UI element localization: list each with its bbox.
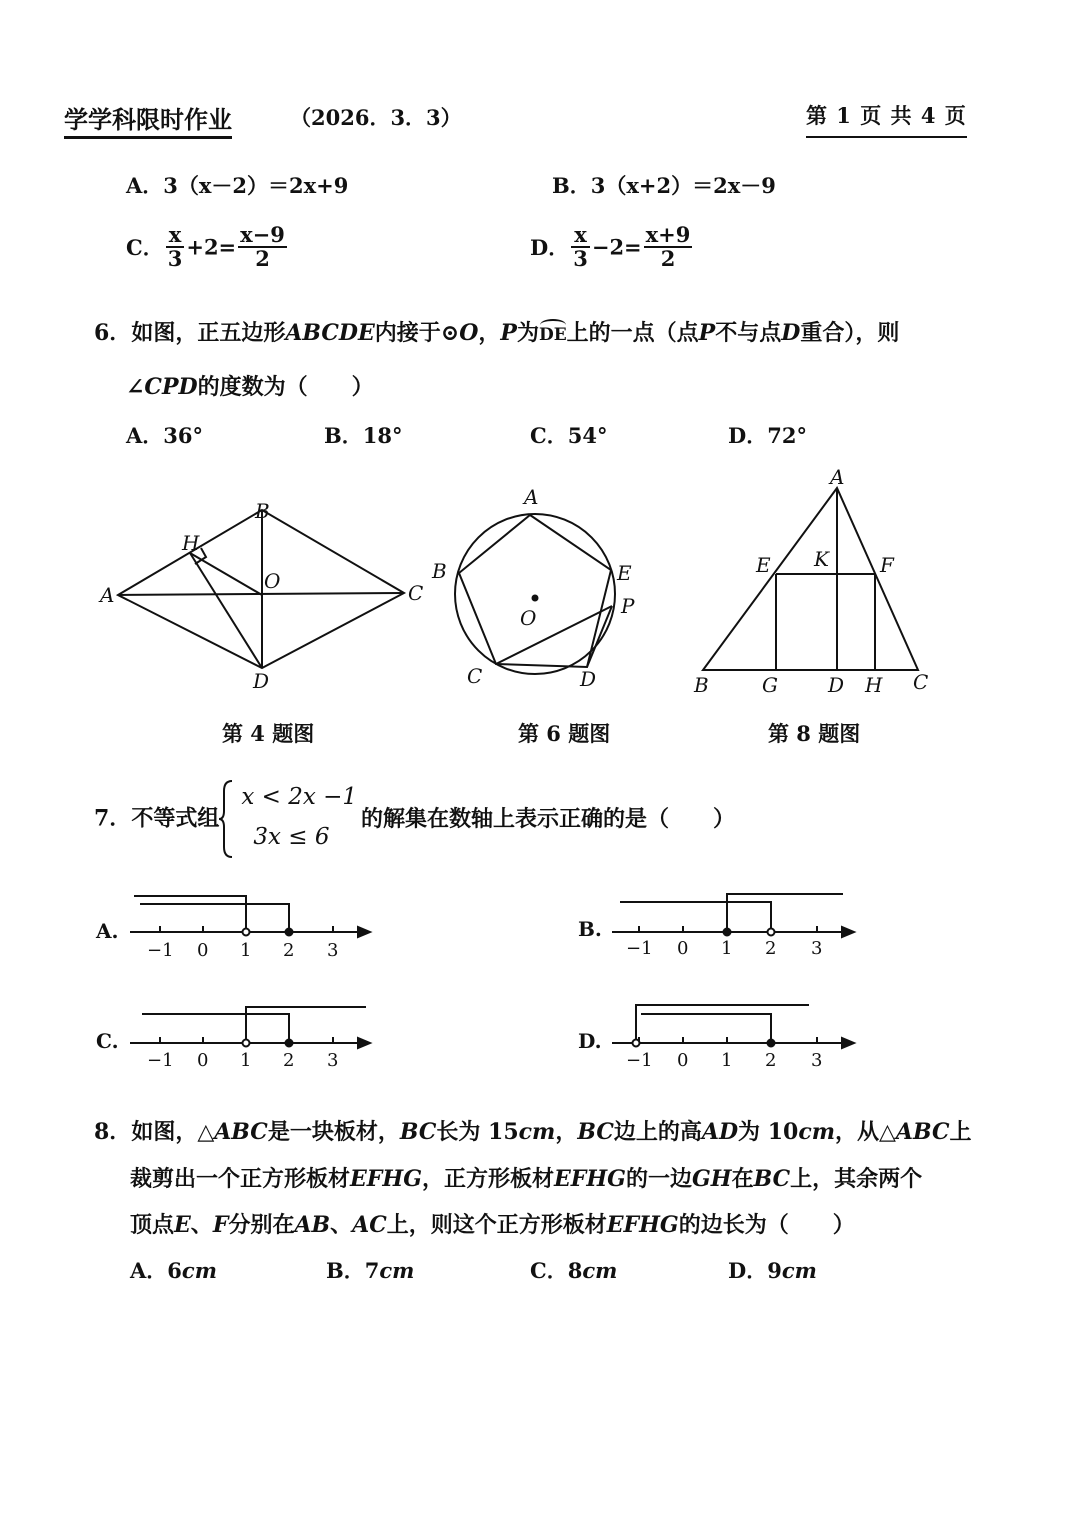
ray-a-2 bbox=[140, 904, 289, 928]
closed-point bbox=[286, 929, 293, 936]
q5-option-b: B．3（x+2）＝2x－9 bbox=[552, 173, 776, 198]
tick-label: 0 bbox=[197, 1050, 209, 1071]
closed-point bbox=[286, 1040, 293, 1047]
fig8-label-a: A bbox=[830, 465, 845, 489]
q6-option-b: B．18° bbox=[324, 423, 403, 448]
open-point bbox=[633, 1040, 640, 1047]
fig4-label-c: C bbox=[408, 581, 424, 605]
ray-b-2 bbox=[727, 894, 843, 928]
header-page-info: 第 1 页 共 4 页 bbox=[806, 100, 967, 138]
ray-c-1 bbox=[142, 1014, 289, 1039]
q6-stem-line2: ∠CPD的度数为（ ） bbox=[126, 374, 374, 400]
tick-label: −1 bbox=[147, 1050, 174, 1071]
open-point bbox=[243, 1040, 250, 1047]
fig6-label-o: O bbox=[520, 606, 537, 630]
tick-label: 0 bbox=[677, 1050, 689, 1071]
q5-option-a: A．3（x－2）＝2x+9 bbox=[126, 173, 349, 198]
fig6-label-a: A bbox=[524, 485, 539, 509]
figures-area bbox=[0, 460, 1080, 710]
fig8-label-b: B bbox=[694, 673, 709, 697]
q7-option-c-label: C. bbox=[96, 1029, 119, 1053]
ray-a-1 bbox=[134, 896, 246, 928]
figure-4-rhombus bbox=[118, 510, 404, 668]
fig8-label-h: H bbox=[865, 673, 883, 697]
q7-option-b-label: B. bbox=[578, 917, 602, 941]
q7-option-a-label: A. bbox=[96, 919, 119, 943]
fig8-label-d: D bbox=[828, 673, 845, 697]
tick-label: −1 bbox=[626, 1050, 653, 1071]
fig6-label-c: C bbox=[467, 664, 483, 688]
fig4-label-a: A bbox=[100, 583, 115, 607]
q5-option-d: D． $\frac{x}{3}$ −2= $\frac{x+9}{2}$ bbox=[530, 222, 691, 272]
ray-d-2 bbox=[641, 1014, 771, 1039]
fig8-label-k: K bbox=[814, 547, 829, 571]
closed-point bbox=[768, 1040, 775, 1047]
fig6-label-b: B bbox=[432, 559, 447, 583]
tick-label: −1 bbox=[626, 938, 653, 959]
number-line-a bbox=[130, 896, 370, 937]
number-line-c bbox=[130, 1007, 370, 1048]
q8-stem-line2: 裁剪出一个正方形板材EFHG，正方形板材EFHG的一边GH在BC上，其余两个 bbox=[130, 1166, 923, 1192]
tick-label: 2 bbox=[765, 1050, 777, 1071]
ray-c-2 bbox=[246, 1007, 366, 1039]
ray-b-1 bbox=[620, 902, 771, 928]
fig8-label-c: C bbox=[913, 670, 929, 694]
q7-number-lines bbox=[0, 880, 1080, 1080]
tick-label: 1 bbox=[240, 940, 252, 961]
inequality-1: x < 2x −1 bbox=[241, 784, 358, 810]
open-point bbox=[768, 929, 775, 936]
fig8-label-g: G bbox=[762, 673, 778, 697]
header-date: （2026．3．3） bbox=[290, 105, 462, 130]
fig6-label-p: P bbox=[621, 594, 635, 618]
open-point bbox=[243, 929, 250, 936]
q8-option-b: B．7cm bbox=[326, 1258, 415, 1283]
ray-d-1 bbox=[636, 1005, 809, 1039]
q6-option-a: A．36° bbox=[126, 423, 204, 448]
tick-label: 3 bbox=[327, 940, 339, 961]
tick-label: 3 bbox=[811, 938, 823, 959]
fig6-caption: 第 6 题图 bbox=[518, 721, 611, 746]
fig6-label-e: E bbox=[617, 561, 632, 585]
tick-label: −1 bbox=[147, 940, 174, 961]
q6-option-d: D．72° bbox=[728, 423, 807, 448]
fig6-label-d: D bbox=[580, 667, 597, 691]
q7-option-d-label: D. bbox=[578, 1029, 602, 1053]
q6-stem-line1: 6．如图，正五边形ABCDE内接于⊙O，P为DE上的一点（点P不与点D重合），则 bbox=[94, 320, 900, 346]
q8-option-a: A．6cm bbox=[130, 1258, 217, 1283]
number-line-d bbox=[612, 1005, 854, 1048]
tick-label: 1 bbox=[240, 1050, 252, 1071]
closed-point bbox=[724, 929, 731, 936]
fig4-label-b: B bbox=[255, 499, 270, 523]
brace-icon bbox=[217, 779, 235, 859]
fig8-label-f: F bbox=[880, 553, 894, 577]
figure-6-pentagon-circle bbox=[455, 514, 615, 674]
number-line-b bbox=[612, 894, 854, 937]
q8-stem-line3: 顶点E、F分别在AB、AC上，则这个正方形板材EFHG的边长为（ ） bbox=[130, 1212, 855, 1238]
triangle-abc bbox=[703, 488, 918, 670]
q7-stem: 7．不等式组 x < 2x −1 3x ≤ 6 的解集在数轴上表示正确的是（ ） bbox=[94, 777, 735, 867]
fig8-label-e: E bbox=[756, 553, 771, 577]
tick-label: 0 bbox=[677, 938, 689, 959]
q8-option-c: C．8cm bbox=[530, 1258, 618, 1283]
arc-de-label: DE bbox=[538, 325, 567, 345]
fig4-caption: 第 4 题图 bbox=[222, 721, 315, 746]
fig4-label-h: H bbox=[182, 531, 200, 555]
q8-option-d: D．9cm bbox=[728, 1258, 817, 1283]
q8-stem-line1: 8．如图，△ABC是一块板材，BC长为 15cm，BC边上的高AD为 10cm，从△ABC上 bbox=[94, 1119, 972, 1145]
fig4-label-d: D bbox=[253, 669, 270, 693]
tick-label: 3 bbox=[811, 1050, 823, 1071]
tick-label: 2 bbox=[765, 938, 777, 959]
tick-label: 3 bbox=[327, 1050, 339, 1071]
tick-label: 1 bbox=[721, 1050, 733, 1071]
center-point-o bbox=[533, 596, 538, 601]
fig8-caption: 第 8 题图 bbox=[768, 721, 861, 746]
tick-label: 0 bbox=[197, 940, 209, 961]
tick-label: 2 bbox=[283, 940, 295, 961]
inequality-2: 3x ≤ 6 bbox=[253, 824, 330, 850]
inequality-system bbox=[219, 777, 357, 857]
q6-option-c: C．54° bbox=[530, 423, 608, 448]
figure-8-triangle-square bbox=[703, 488, 918, 670]
tick-label: 1 bbox=[721, 938, 733, 959]
tick-label: 2 bbox=[283, 1050, 295, 1071]
fig4-label-o: O bbox=[264, 569, 281, 593]
header-title: 学学科限时作业 bbox=[64, 100, 232, 135]
q5-option-c: C． $\frac{x}{3}$ +2= $\frac{x-9}{2}$ bbox=[126, 222, 285, 272]
